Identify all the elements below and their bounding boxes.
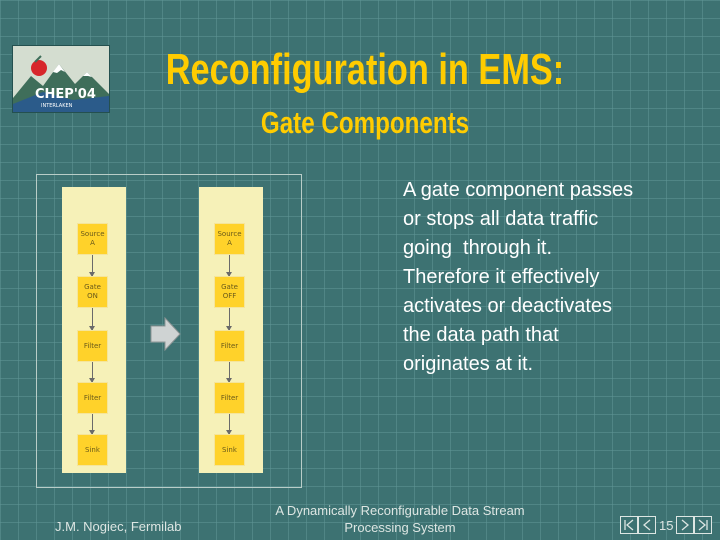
filter-node: Filter [77,330,108,362]
right-pipeline [199,187,263,473]
logo-subtext: INTERLAKEN [41,103,73,109]
transition-arrow-icon [150,317,182,351]
arrow-down-icon [229,362,230,382]
left-pipeline [62,187,126,473]
source-node: Source A [214,223,245,255]
logo-text: CHEP'04 [35,87,96,102]
body-line: activates or deactivates [403,295,612,317]
arrow-down-icon [229,255,230,276]
footer-title-line: A Dynamically Reconfigurable Data Stream [275,503,525,518]
gate-off-node: Gate OFF [214,276,245,308]
gate-on-node: Gate ON [77,276,108,308]
source-node: Source A [77,223,108,255]
body-line: A gate component passes [403,179,634,201]
slide-navigation [620,516,712,534]
body-line: Therefore it effectively [403,266,600,288]
body-line: going through it. [403,237,552,259]
filter-node: Filter [214,382,245,414]
next-slide-icon[interactable] [676,516,694,534]
sink-node: Sink [77,434,108,466]
footer-title-line: Processing System [344,520,456,535]
gate-diagram [36,174,302,488]
body-line: the data path that [403,324,559,346]
previous-slide-icon[interactable] [638,516,656,534]
footer-author: J.M. Nogiec, Fermilab [55,519,182,534]
footer-presentation-title [255,502,545,536]
sink-node: Sink [214,434,245,466]
slide-title: Reconfiguration in EMS: [165,45,565,94]
body-line: or stops all data traffic [403,208,599,230]
slide-subtitle: Gate Components [260,105,470,140]
arrow-down-icon [92,308,93,330]
body-text [403,176,703,379]
page-number: 15 [659,517,674,533]
arrow-down-icon [229,308,230,330]
filter-node: Filter [214,330,245,362]
arrow-down-icon [92,255,93,276]
arrow-down-icon [92,414,93,434]
last-slide-icon[interactable] [694,516,712,534]
filter-node: Filter [77,382,108,414]
body-line: originates at it. [403,353,534,375]
arrow-down-icon [92,362,93,382]
first-slide-icon[interactable] [620,516,638,534]
arrow-down-icon [229,414,230,434]
